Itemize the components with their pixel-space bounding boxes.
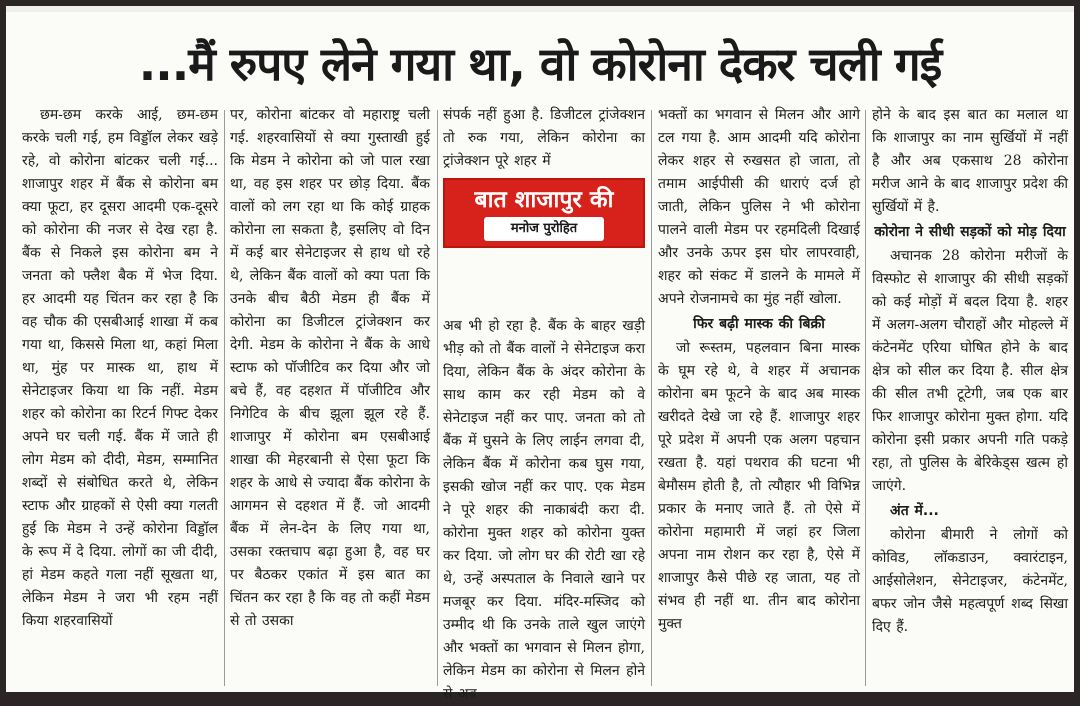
paragraph: संपर्क नहीं हुआ है. डिजीटल ट्रांजेक्शन तो रुक गया, लेकिन कोरोना का ट्रांजेक्शन पूरे शहर में [443,107,645,169]
column-divider [651,110,652,686]
article-column-4 [658,104,860,692]
paragraph: अचानक 28 कोरोना मरीजों के विस्फोट से शाजापुर की सीधी सड़कों को कई मोड़ों में बदल दिया है. शहर में अलग-अलग चौराहों और मोहल्ले में कंटेनमेंट एरिया घोषित होने के बाद क्षेत्र को सील कर दिया है. सील क्षेत्र की सील तभी टूटेगी, जब एक बार फिर शाजापुर कोरोना मुक्त होगा. यदि कोरोना इसी प्रकार अपनी गति पकड़े रहा, तो पुलिस के बेरिकेड्स खत्म हो जाएंगे. [872,248,1068,494]
column-banner [443,178,645,248]
headline: ...मैं रुपए लेने गया था, वो कोरोना देकर चली गई [138,37,942,91]
paragraph: छम-छम करके आई, छम-छम करके चली गई, हम विड्डॉल लेकर खड़े रहे, वो कोरोना बांटकर चली गई... शाजापुर शहर में बैंक से कोरोना बम क्या फूटा, हर दूसरा आदमी एक-दूसरे को कोरोना की नजर से देख रहा है. बैंक से निकले इस कोरोना बम ने जनता को फ्लैश बैक में भेज दिया. हर आदमी यह चिंतन कर रहा है कि वह चौक की एसबीआई शाखा में कब गया था, किससे मिला था, कहां मिला था, मुंह पर मास्क था, हाथ में सेनेटाइजर किया था कि नहीं. मेडम शहर को कोरोना का रिटर्न गिफ्ट देकर अपने घर चली गई. बैंक में जाते ही लोग मेडम को दीदी, मेडम, सम्मानित शब्दों से संबोधित करते थे, लेकिन स्टाफ और ग्राहकों से ऐसी क्या गलती हुई कि मेडम ने उन्हें कोरोना विड्डॉल के रूप में दे दिया. लोगों का जी दीदी, हां मेडम कहते गला नहीं सूखता था, लेकिन मेडम ने जरा भी रहम नहीं किया शहरवासियों [22,107,218,629]
paragraph: जो रूस्तम, पहलवान बिना मास्क के घूम रहे थे, वे शहर में अचानक कोरोना बम फूटने के बाद अब मास्क खरीदते देखे जा रहे हैं. शाजापुर शहर पूरे प्रदेश में अपनी एक अलग पहचान रखता है. यहां पथराव की घटना भी बेमौसम होती है, तो त्यौहार भी विभिन्न प्रकार के मनाए जाते हैं. तो ऐसे में कोरोना महामारी में जहां हर जिला अपना नाम रोशन कर रहा है, ऐसे में शाजापुर कैसे पीछे रह जाता, यह तो संभव ही नहीं था. तीन बाद कोरोना मुक्त [658,340,860,632]
column-divider [224,110,225,686]
subheading: कोरोना ने सीधी सड़कों को मोड़ दिया [874,224,1066,240]
article-column-2 [230,104,430,692]
paragraph: होने के बाद इस बात का मलाल था कि शाजापुर का नाम सुर्खियों में नहीं है और अब एकसाथ 28 कोरोना मरीज आने के बाद शाजापुर प्रदेश की सुर्खियों में है. [872,107,1068,215]
banner-title: बात शाजापुर की [474,187,614,213]
paragraph: अब भी हो रहा है. बैंक के बाहर खड़ी भीड़ को तो बैंक वालों ने सेनेटाइज करा दिया, लेकिन बैंक के अंदर कोरोना के साथ काम कर रही मेडम को वे सेनेटाइज नहीं कर पाए. जनता को तो बैंक में घुसने के लिए लाईन लगवा दी, लेकिन बैंक में कोरोना कब घुस गया, इसकी खोज नहीं कर पाए. एक मेडम ने पूरे शहर की नाकाबंदी करा दी. कोरोना मुक्त शहर को कोरोना युक्त कर दिया. जो लोग घर की रोटी खा रहे थे, उन्हें अस्पताल के निवाले खाने पर मजबूर कर दिया. मंदिर-मस्जिद को उम्मीद थी कि उनके ताले खुल जाएंगे और भक्तों का भगवान से मिलन होगा, लेकिन मेडम का कोरोना से मिलन होने से अब [443,318,645,702]
paragraph: कोरोना बीमारी ने लोगों को कोविड, लॉकडाउन, क्वारंटाइन, आईसोलेशन, सेनेटाइजर, कंटेनमेंट, बफर जोन जैसे महत्वपूर्ण शब्द सिखा दिए हैं. [872,527,1068,635]
subheading: अंत में... [890,503,939,519]
author-byline: मनोज पुरोहित [484,217,604,241]
column-divider [865,110,866,686]
article-column-1 [22,104,218,692]
page-top-band [6,6,1074,12]
paragraph: भक्तों का भगवान से मिलन और आगे टल गया है. आम आदमी यदि कोरोना लेकर शहर से रुखसत हो जाता, तो तमाम आईपीसी की धाराएं दर्ज हो जाती, लेकिन पुलिस ने भी कोरोना पालने वाली मेडम पर रहमदिली दिखाई और उनके ऊपर इस घोर लापरवाही, शहर को संकट में डालने के मामले में अपने रोजनामचे का मुंह नहीं खोला. [658,107,860,307]
paragraph: पर, कोरोना बांटकर वो महाराष्ट्र चली गई. शहरवासियों से क्या गुस्ताखी हुई कि मेडम ने कोरोना को जो पाल रखा था, वह इस शहर पर छोड़ दिया. बैंक वालों को लग रहा था कि कोई ग्राहक कोरोना ला सकता है, इसलिए वो दिन में कई बार सेनेटाइजर से हाथ धो रहे थे, लेकिन बैंक वालों को क्या पता कि उनके बीच बैठी मेडम ही बैंक में कोरोना का डिजीटल ट्रांजेक्शन कर देगी. मेडम के कोरोना ने बैंक के आधे स्टाफ को पॉजीटिव कर दिया और जो बचे हैं, वह दहशत में पॉजीटिव और निगेटिव के बीच झूला झूल रहे हैं. शाजापुर में कोरोना बम एसबीआई शाखा की मेहरबानी से ऐसा फूटा कि शहर के आधे से ज्यादा बैंक कोरोना के आगमन से दहशत में हैं. जो आदमी बैंक में लेन-देन के लिए गया था, उसका रक्तचाप बढ़ा हुआ है, वह घर पर बैठकर एकांत में इस बात का चिंतन कर रहा है कि वह तो कहीं मेडम से तो उसका [230,107,430,629]
newspaper-page [6,6,1074,702]
subheading: फिर बढ़ी मास्क की बिक्री [693,316,825,332]
column-divider [437,110,438,686]
article-column-5 [872,104,1068,692]
